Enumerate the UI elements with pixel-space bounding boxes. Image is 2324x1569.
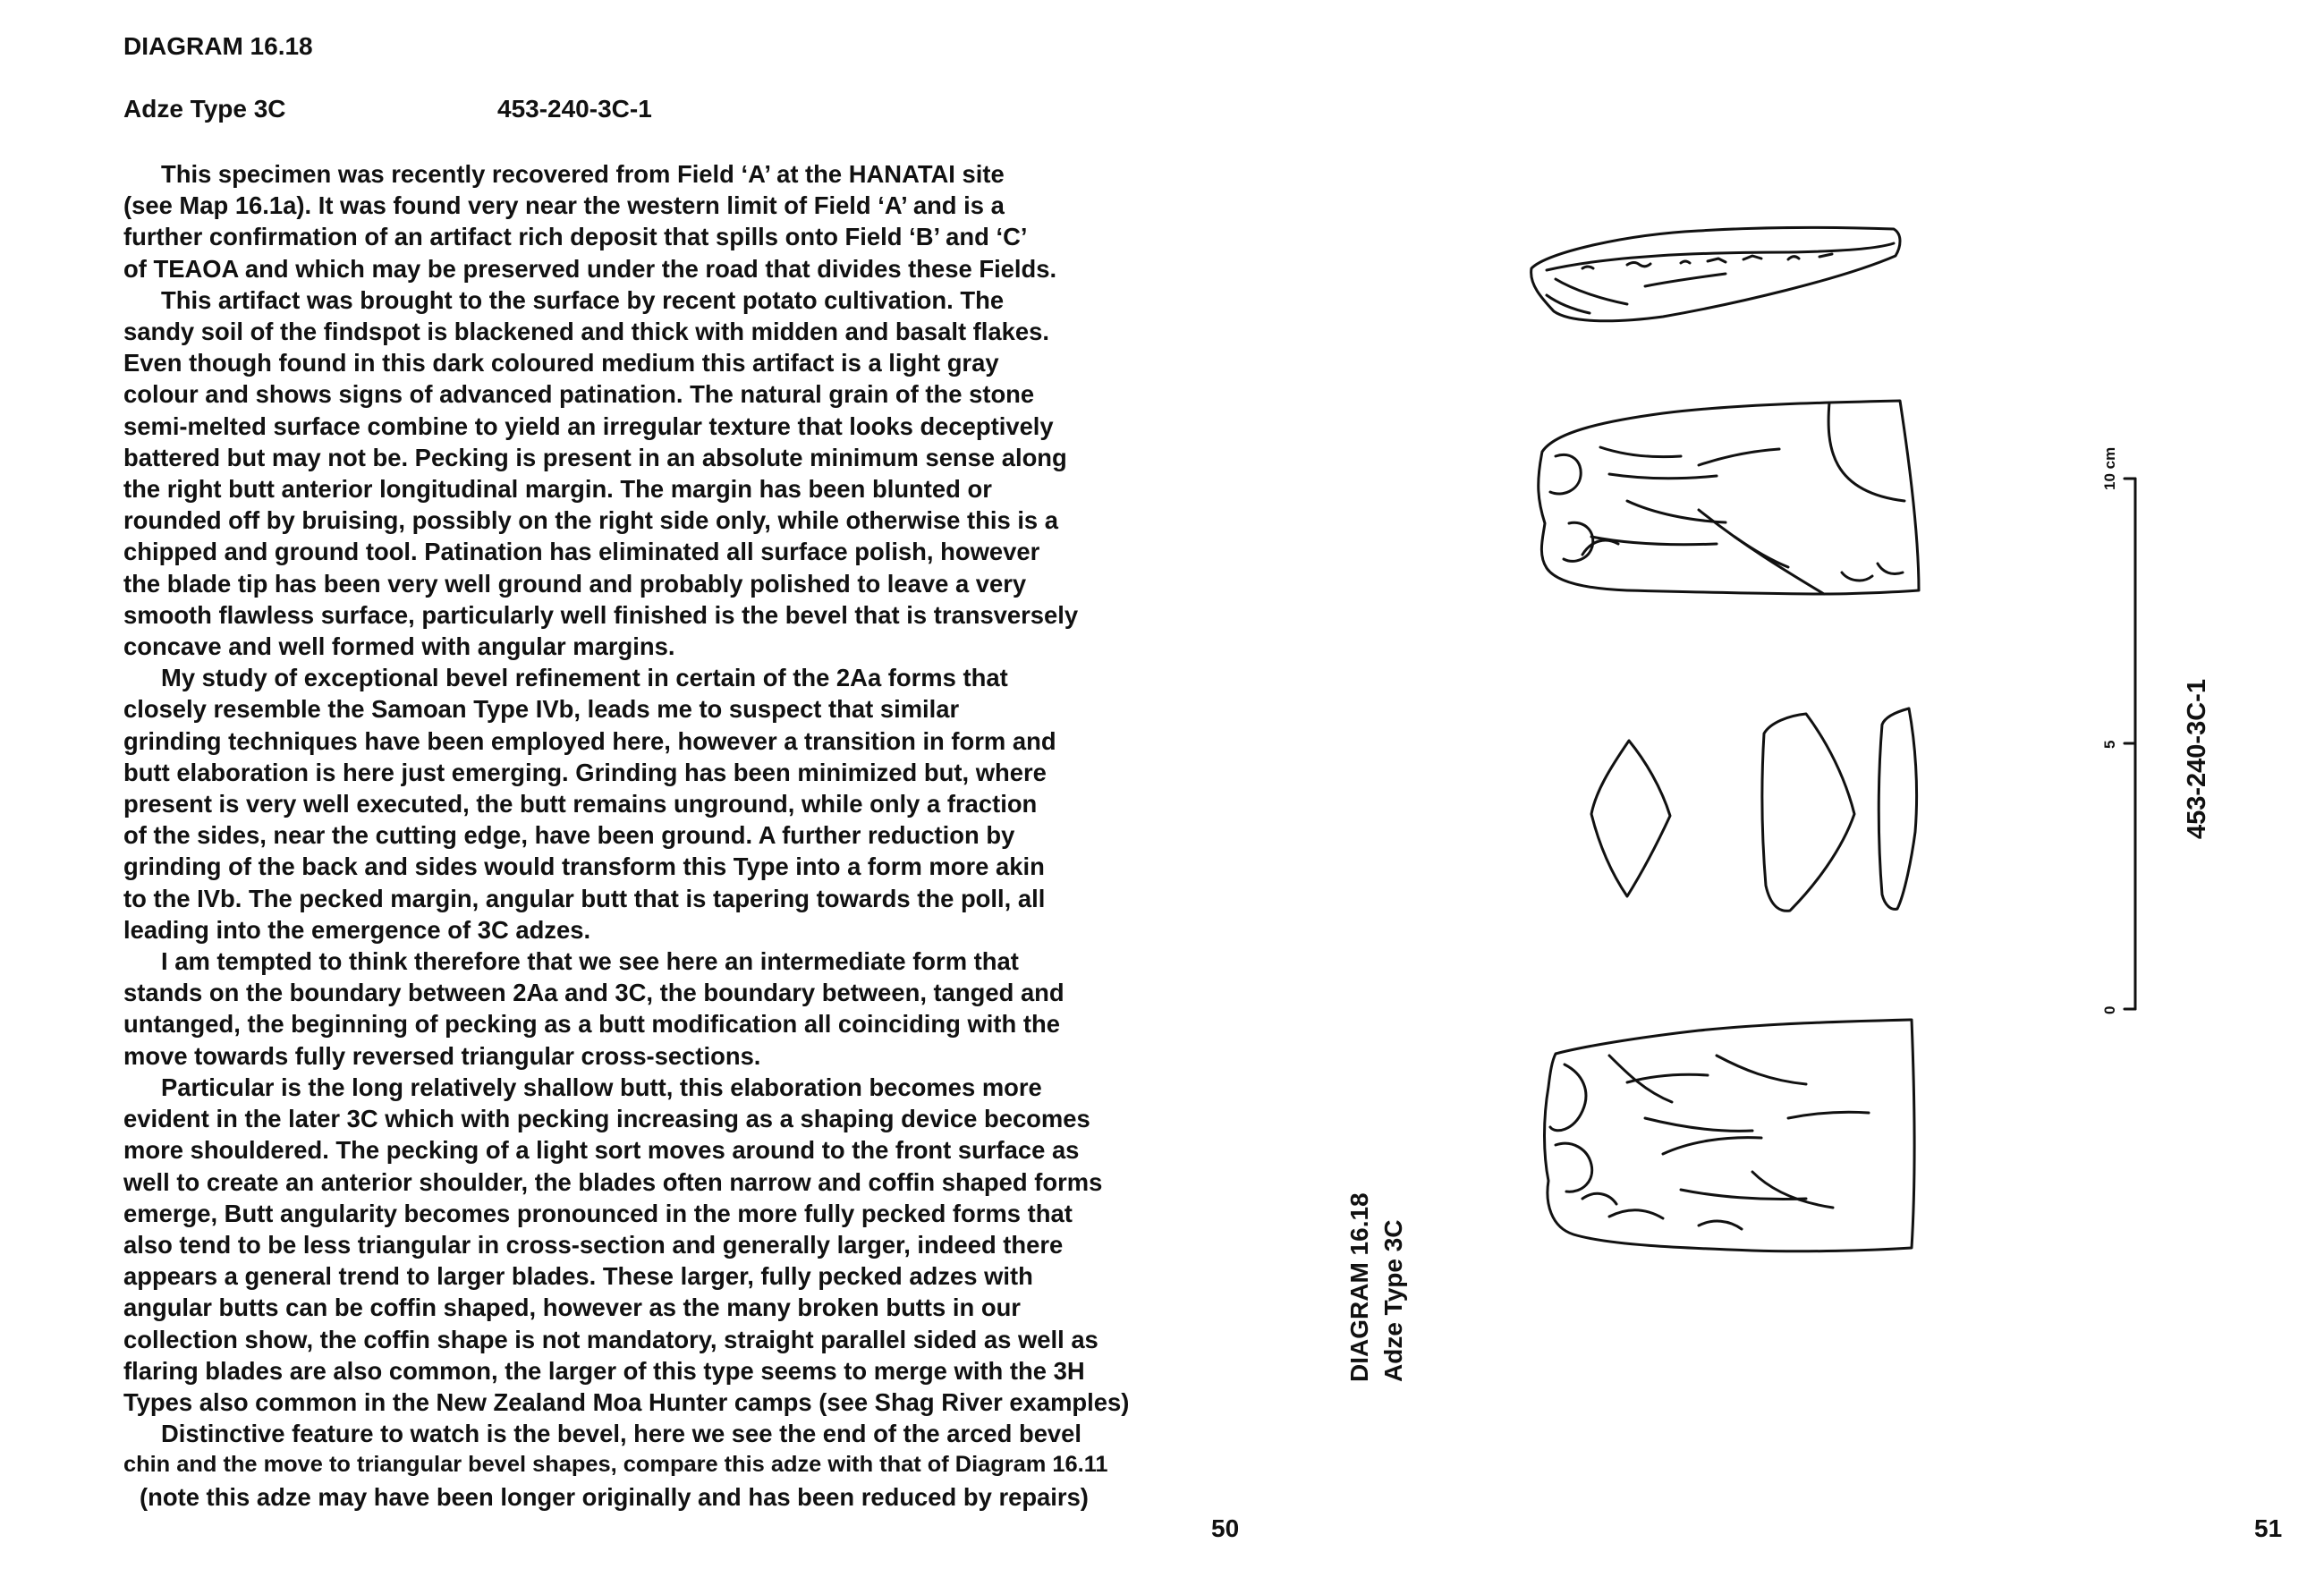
text-line: flaring blades are also common, the larger of this type seems to merge with the 3H	[123, 1356, 1085, 1385]
text-line: Types also common in the New Zealand Moa Hunter camps (see Shag River examples)	[123, 1387, 1130, 1416]
text-line: closely resemble the Samoan Type IVb, leads me to suspect that similar	[123, 695, 960, 724]
text-line: grinding techniques have been employed here, however a transition in form and	[123, 726, 1056, 755]
text-line: to the IVb. The pecked margin, angular butt that is tapering towards the poll, all	[123, 884, 1046, 912]
text-line: rounded off by bruising, possibly on the right side only, while otherwise this is a	[123, 506, 1059, 535]
text-line: semi-melted surface combine to yield an irregular texture that looks deceptively	[123, 411, 1054, 440]
text-line: My study of exceptional bevel refinement in certain of the 2Aa forms that	[161, 664, 1008, 692]
text-line: I am tempted to think therefore that we see here an intermediate form that	[161, 947, 1019, 976]
scale-label-0: 0	[2101, 1005, 2118, 1014]
text-line: appears a general trend to larger blades. These larger, fully pecked adzes with	[123, 1262, 1033, 1291]
page-number-right: 51	[2254, 1514, 2283, 1542]
text-line: also tend to be less triangular in cross-section and generally larger, indeed there	[123, 1230, 1064, 1259]
text-line: Particular is the long relatively shallow butt, this elaboration becomes more	[161, 1073, 1042, 1101]
adze-drawing	[1162, 0, 2324, 1569]
vertical-caption	[1343, 1060, 1414, 1382]
text-line: colour and shows signs of advanced patination. The natural grain of the stone	[123, 380, 1035, 409]
scale-label-5: 5	[2101, 740, 2118, 749]
text-line: collection show, the coffin shape is not mandatory, straight parallel sided as well as	[123, 1325, 1098, 1353]
text-line: smooth flawless surface, particularly well finished is the bevel that is transversely	[123, 600, 1079, 629]
text-line: move towards fully reversed triangular cross-sections.	[123, 1041, 761, 1070]
page-number-left: 50	[1211, 1514, 1240, 1542]
right-page	[1162, 0, 2324, 1569]
text-line: chin and the move to triangular bevel shapes, compare this adze with that of Diagram 16.11	[123, 1452, 1108, 1478]
adze-side-view	[1531, 227, 1900, 320]
text-line: angular butts can be coffin shaped, however as the many broken butts in our	[123, 1293, 1021, 1322]
text-line: more shouldered. The pecking of a light sort moves around to the front surface as	[123, 1136, 1080, 1165]
text-line: untanged, the beginning of pecking as a butt modification all coinciding with the	[123, 1010, 1060, 1039]
adze-cross-sections	[1591, 708, 1917, 911]
text-line: chipped and ground tool. Patination has eliminated all surface polish, however	[123, 538, 1040, 566]
text-line: This artifact was brought to the surface by recent potato cultivation. The	[161, 285, 1005, 314]
text-line: present is very well executed, the butt remains unground, while only a fraction	[123, 790, 1038, 818]
text-line: the right butt anterior longitudinal margin. The margin has been blunted or	[123, 475, 992, 504]
caption-heading: DIAGRAM 16.18	[1345, 1192, 1373, 1382]
scale-label-10cm: 10 cm	[2101, 446, 2118, 490]
text-line: emerge, Butt angularity becomes pronounced in the more fully pecked forms that	[123, 1199, 1073, 1227]
text-line: further confirmation of an artifact rich deposit that spills onto Field ‘B’ and ‘C’	[123, 223, 1028, 251]
text-line: butt elaboration is here just emerging. Grinding has been minimized but, where	[123, 758, 1047, 786]
body-text	[123, 158, 1179, 1513]
text-line: of TEAOA and which may be preserved under the road that divides these Fields.	[123, 254, 1057, 283]
text-line: grinding of the back and sides would transform this Type into a form more akin	[123, 852, 1045, 881]
scale-bar	[2125, 479, 2135, 1009]
diagram-heading: DIAGRAM 16.18	[123, 32, 313, 60]
text-line: sandy soil of the findspot is blackened and thick with midden and basalt flakes.	[123, 318, 1049, 346]
adze-front-view	[1539, 401, 1919, 594]
text-line: (note this adze may have been longer originally and has been reduced by repairs)	[140, 1482, 1089, 1511]
text-line: stands on the boundary between 2Aa and 3C, the boundary between, tanged and	[123, 979, 1064, 1007]
adze-type-label: Adze Type 3C	[123, 95, 286, 123]
text-line: battered but may not be. Pecking is present in an absolute minimum sense along	[123, 443, 1067, 471]
text-line: leading into the emergence of 3C adzes.	[123, 915, 591, 944]
text-line: well to create an anterior shoulder, the blades often narrow and coffin shaped forms	[123, 1167, 1103, 1196]
text-line: the blade tip has been very well ground and probably polished to leave a very	[123, 569, 1027, 598]
text-line: This specimen was recently recovered from Field ‘A’ at the HANATAI site	[161, 160, 1005, 188]
catalog-number: 453-240-3C-1	[497, 95, 652, 123]
text-line: evident in the later 3C which with pecking increasing as a shaping device becomes	[123, 1105, 1090, 1133]
text-line: Even though found in this dark coloured medium this artifact is a light gray	[123, 349, 999, 377]
text-line: Distinctive feature to watch is the bevel, here we see the end of the arced bevel	[161, 1420, 1082, 1448]
adze-back-view	[1545, 1020, 1915, 1251]
text-line: (see Map 16.1a). It was found very near the western limit of Field ‘A’ and is a	[123, 191, 1005, 220]
text-line: concave and well formed with angular margins.	[123, 632, 675, 661]
vertical-catalog-number: 453-240-3C-1	[2183, 679, 2211, 839]
text-line: of the sides, near the cutting edge, have been ground. A further reduction by	[123, 821, 1015, 850]
caption-type: Adze Type 3C	[1379, 1219, 1407, 1382]
